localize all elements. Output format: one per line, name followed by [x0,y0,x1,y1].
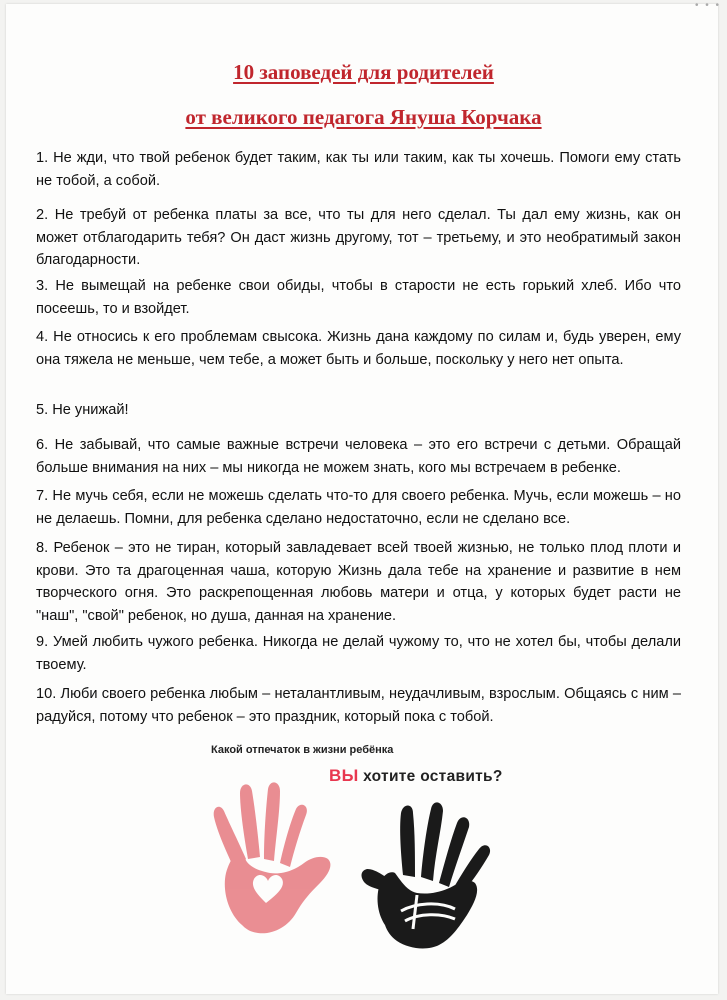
commandment-4: 4. Не относись к его проблемам свысока. Жизнь дана каждому по силам и, будь уверен, ему она тяжела не меньше, чем тебе, а может быть и больше, поскольку у него нет опыта. [36,329,681,368]
commandment-10: 10. Люби своего ребенка любым – неталантливым, неудачливым, взрослым. Общаясь с ним – радуйся, потому что ребенок – это праздник, который пока с тобой. [36,686,681,725]
title-line-2: от великого педагога Януша Корчака [185,105,542,129]
poster-question [329,766,503,786]
poster-question-text: хотите оставить? [363,768,503,785]
commandment-5: 5. Не унижай! [36,402,129,418]
pink-handprint-icon [200,775,350,945]
commandment-7: 7. Не мучь себя, если не можешь сделать что-то для своего ребенка. Мучь, если можешь – но не делаешь. Помни, для ребенка сделано недостаточно, если не сделано все. [36,488,681,527]
commandment-3: 3. Не вымещай на ребенке свои обиды, чтобы в старости не есть горький хлеб. Ибо что посеешь, то и взойдет. [36,278,681,317]
poster-caption: Какой отпечаток в жизни ребёнка [211,744,394,756]
poster-accent: ВЫ [329,766,359,785]
commandment-8: 8. Ребенок – это не тиран, который завладевает всей твоей жизнью, не только плод плоти и крови. Это та драгоценная чаша, которую Жизнь дала тебе на хранение и развитие в нем творческого огня. Это раскрепощенная любовь матери и отца, у которых будет расти не "наш", "свой" ребенок, но душа, данная на хранение. [36,540,681,624]
corner-marks: • • • [694,0,721,11]
commandment-6: 6. Не забывай, что самые важные встречи человека – это его встречи с детьми. Обращай больше внимания на них – мы никогда не можем знать, кого мы встречаем в ребенке. [36,437,681,476]
title-line-1: 10 заповедей для родителей [233,60,494,84]
commandment-2: 2. Не требуй от ребенка платы за все, что ты для него сделал. Ты дал ему жизнь, как он может отблагодарить тебя? Он даст жизнь другому, тот – третьему, и это необратимый закон благодарности. [36,207,681,268]
commandment-1: 1. Не жди, что твой ребенок будет таким, как ты или таким, как ты хочешь. Помоги ему стать не тобой, а собой. [36,150,681,189]
commandment-9: 9. Умей любить чужого ребенка. Никогда не делай чужому то, что не хотел бы, чтобы делали твоему. [36,634,681,673]
black-handprint-icon [355,795,505,955]
